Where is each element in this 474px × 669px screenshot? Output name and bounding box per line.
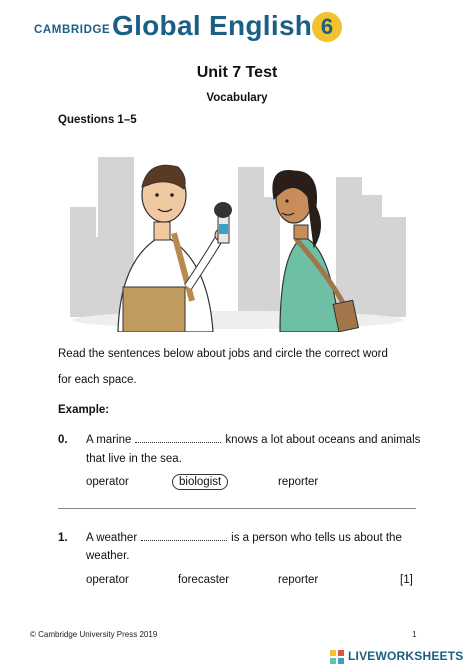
question-mark: [1] [400,574,413,586]
divider-line [58,508,416,509]
brand-title: Global English [112,10,313,41]
sentence-end: is a person who tells us about the [231,532,402,544]
option-reporter[interactable]: reporter [278,574,319,586]
sentence-start: A weather [86,532,138,544]
liveworksheets-text: LIVEWORKSHEETS [348,649,464,663]
option-reporter[interactable]: reporter [278,476,319,488]
example-label: Example: [58,404,110,416]
liveworksheets-logo [330,649,470,665]
sentence-continuation: that live in the sea. [86,453,182,465]
page-title: Unit 7 Test [196,64,278,81]
question-sentence [86,530,402,546]
page-number: 1 [412,630,417,639]
option-biologist-circled[interactable]: biologist [172,474,228,490]
question-number: 1. [58,532,68,544]
answer-blank [135,432,221,443]
option-operator[interactable]: operator [86,574,129,586]
reporter-figure [118,165,232,332]
instruction-line-1: Read the sentences below about jobs and circle the correct word [58,348,388,360]
brand-cambridge: CAMBRIDGE [34,24,111,36]
sentence-end: knows a lot about oceans and animals [225,434,421,446]
instruction-line-2: for each space. [58,374,137,386]
interview-illustration [68,137,410,332]
option-forecaster[interactable]: forecaster [178,574,230,586]
question-number: 0. [58,434,68,446]
sentence-start: A marine [86,434,132,446]
liveworksheets-icon [330,650,344,664]
level-badge: 6 [312,12,342,42]
sentence-continuation: weather. [86,550,130,562]
page-subtitle: Vocabulary [206,92,268,104]
skyline [70,157,406,317]
section-heading: Questions 1–5 [58,114,137,126]
question-sentence [86,432,420,448]
option-operator[interactable]: operator [86,476,129,488]
copyright: © Cambridge University Press 2019 [30,630,158,639]
answer-blank [141,530,227,541]
